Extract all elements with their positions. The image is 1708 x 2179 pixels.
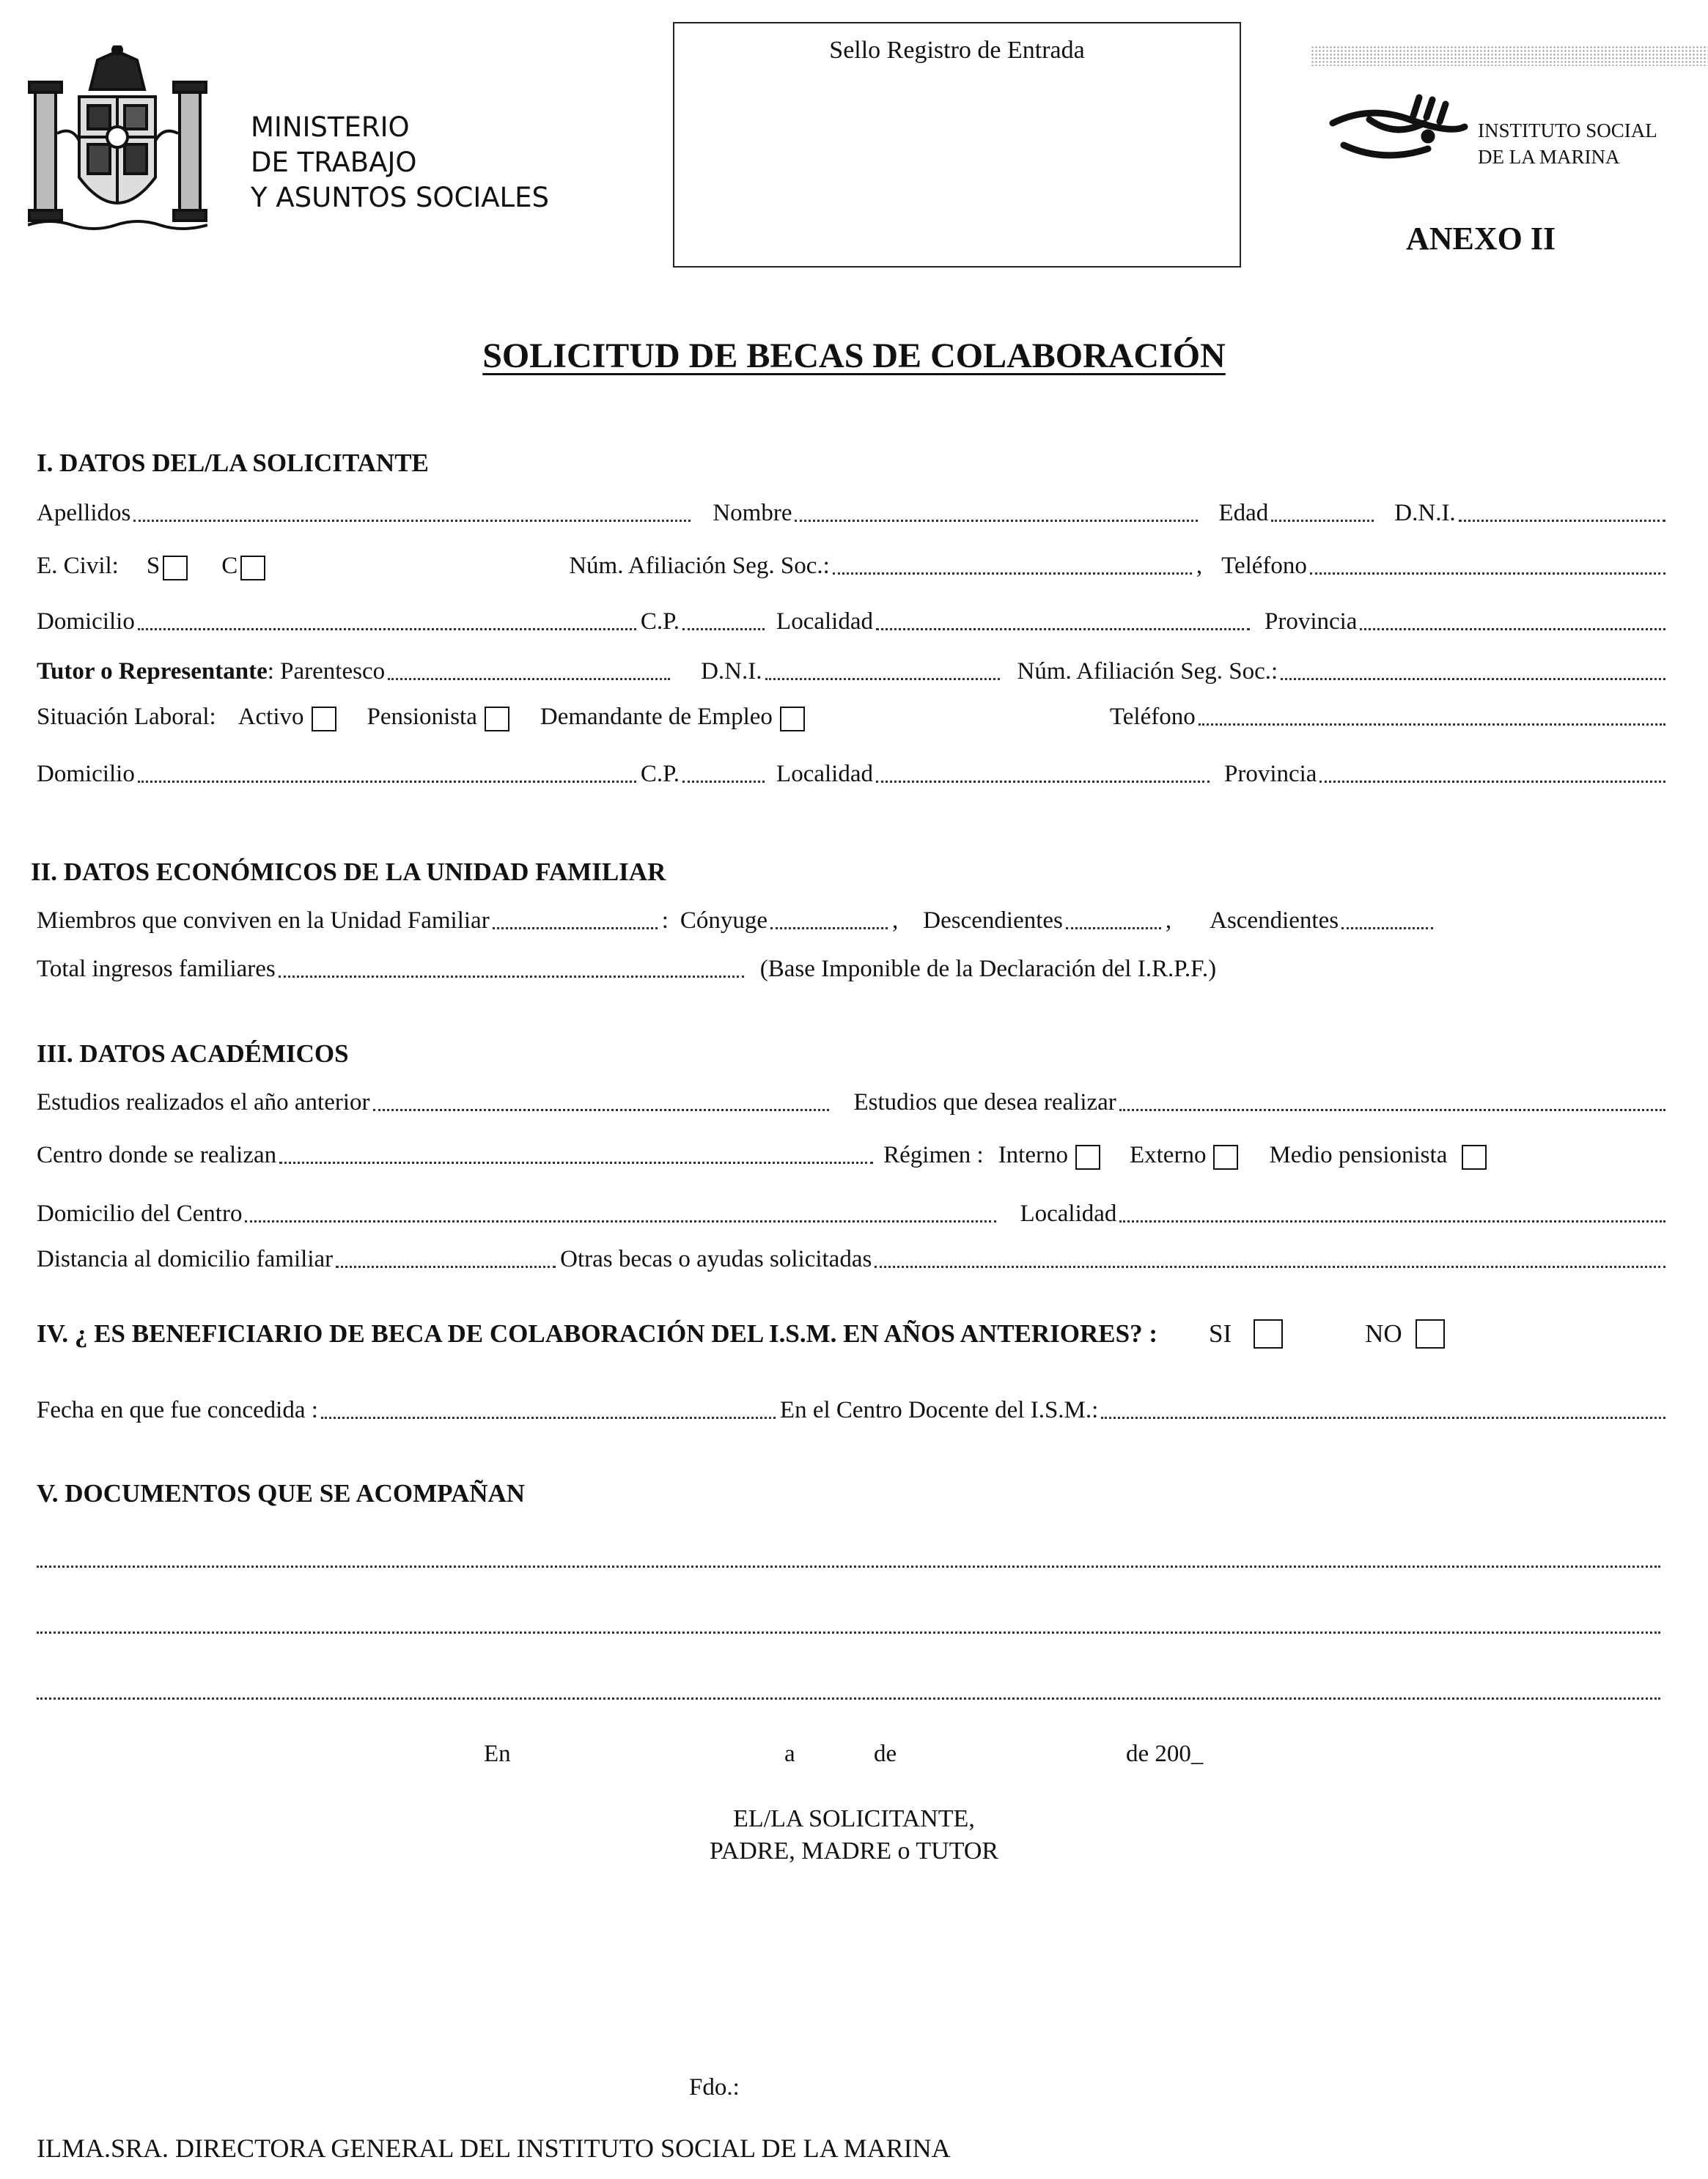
documents-line-2[interactable] (37, 1632, 1660, 1634)
situacion-label: Situación Laboral: (37, 704, 216, 730)
si-checkbox[interactable] (1254, 1319, 1283, 1349)
medio-pensionista-label: Medio pensionista (1269, 1142, 1448, 1168)
descendientes-field[interactable] (1066, 927, 1161, 929)
miembros-label: Miembros que conviven en la Unidad Familiar (37, 907, 490, 934)
employment-row (37, 702, 1670, 731)
granted-date-row (37, 1395, 1670, 1425)
descendientes-comma: , (1165, 907, 1172, 934)
family-income-row (37, 954, 1670, 984)
estudios-anterior-label: Estudios realizados el año anterior (37, 1089, 370, 1116)
ecivil-label: E. Civil: (37, 553, 119, 579)
addressee: ILMA.SRA. DIRECTORA GENERAL DEL INSTITUTO SOCIAL DE LA MARINA (37, 2134, 951, 2163)
tutor-domicilio-field[interactable] (138, 781, 636, 783)
domicilio-field[interactable] (138, 628, 636, 630)
center-address-row (37, 1199, 1670, 1228)
ism-line-1: INSTITUTO SOCIAL (1478, 119, 1657, 141)
tutor-afiliacion-label: Núm. Afiliación Seg. Soc.: (1017, 658, 1278, 685)
registry-stamp-box (673, 22, 1241, 268)
tutor-localidad-field[interactable] (876, 781, 1210, 783)
center-regime-row (37, 1140, 1670, 1170)
domicilio-label: Domicilio (37, 608, 135, 635)
centro-localidad-label: Localidad (1020, 1201, 1117, 1227)
family-members-row (37, 906, 1670, 935)
descendientes-label: Descendientes (923, 907, 1063, 934)
total-ingresos-label: Total ingresos familiares (37, 956, 276, 982)
centro-label: Centro donde se realizan (37, 1142, 277, 1168)
tutor-telefono-field[interactable] (1199, 723, 1665, 726)
dni-field[interactable] (1459, 520, 1665, 522)
tutor-telefono-label: Teléfono (1109, 704, 1196, 730)
interno-label: Interno (998, 1142, 1068, 1168)
afiliacion-field[interactable] (833, 572, 1192, 575)
fecha-field[interactable] (321, 1417, 776, 1419)
otras-becas-label: Otras becas o ayudas solicitadas (560, 1246, 872, 1272)
otras-becas-field[interactable] (875, 1266, 1665, 1268)
parentesco-label: : Parentesco (267, 658, 386, 685)
ecivil-c-checkbox[interactable] (240, 556, 265, 580)
annex-label: ANEXO II (1406, 221, 1556, 257)
documents-line-3[interactable] (37, 1697, 1660, 1700)
total-ingresos-field[interactable] (279, 976, 744, 978)
ecivil-s-checkbox[interactable] (163, 556, 188, 580)
cp-label: C.P. (640, 608, 680, 635)
distancia-label: Distancia al domicilio familiar (37, 1246, 334, 1272)
ministry-line-2: DE TRABAJO (251, 147, 417, 178)
tutor-dni-field[interactable] (765, 678, 1000, 680)
edad-label: Edad (1218, 500, 1269, 526)
medio-pensionista-checkbox[interactable] (1462, 1145, 1487, 1170)
activo-label: Activo (238, 704, 304, 730)
section-2-heading: II. DATOS ECONÓMICOS DE LA UNIDAD FAMILIAR (31, 858, 666, 886)
provincia-field[interactable] (1360, 628, 1665, 630)
ism-line-2: DE LA MARINA (1478, 146, 1620, 168)
dni-label: D.N.I. (1394, 500, 1456, 526)
conyuge-label: Cónyuge (680, 907, 768, 934)
si-label: SI (1209, 1319, 1232, 1348)
ism-logo-icon (1325, 94, 1472, 167)
estudios-desea-label: Estudios que desea realizar (853, 1089, 1116, 1116)
ascendientes-field[interactable] (1341, 927, 1433, 929)
interno-checkbox[interactable] (1075, 1145, 1100, 1170)
apellidos-label: Apellidos (37, 500, 131, 526)
afiliacion-label: Núm. Afiliación Seg. Soc.: (569, 553, 830, 579)
tutor-localidad-label: Localidad (776, 761, 873, 787)
no-label: NO (1365, 1319, 1402, 1348)
telefono-label: Teléfono (1221, 553, 1307, 579)
applicant-name-row (37, 498, 1670, 528)
tutor-provincia-field[interactable] (1319, 781, 1665, 783)
conyuge-comma: , (892, 907, 899, 934)
address-row (37, 607, 1670, 636)
ministry-line-1: MINISTERIO (251, 111, 410, 143)
tutor-cp-label: C.P. (640, 761, 680, 787)
documents-line-1[interactable] (37, 1566, 1660, 1568)
place-en-label: En (484, 1741, 511, 1767)
externo-checkbox[interactable] (1213, 1145, 1238, 1170)
form-title-text: SOLICITUD DE BECAS DE COLABORACIÓN (482, 336, 1226, 375)
demandante-label: Demandante de Empleo (540, 704, 773, 730)
date-de-label-2: de 200_ (1126, 1741, 1204, 1767)
nombre-label: Nombre (713, 500, 792, 526)
padre-madre-tutor-line: PADRE, MADRE o TUTOR (709, 1837, 999, 1865)
ecivil-s-label: S (146, 553, 161, 579)
tutor-address-row (37, 759, 1670, 789)
studies-row (37, 1088, 1670, 1117)
nombre-field[interactable] (795, 520, 1198, 522)
ministry-line-3: Y ASUNTOS SOCIALES (251, 182, 550, 213)
tutor-provincia-label: Provincia (1223, 761, 1317, 787)
distancia-field[interactable] (336, 1266, 556, 1268)
miembros-field[interactable] (493, 927, 658, 929)
ascendientes-label: Ascendientes (1210, 907, 1339, 934)
domicilio-centro-field[interactable] (245, 1220, 996, 1223)
date-a-label: a (784, 1741, 795, 1767)
section-3-heading: III. DATOS ACADÉMICOS (37, 1039, 349, 1068)
demandante-checkbox[interactable] (780, 707, 805, 731)
edad-field[interactable] (1271, 520, 1374, 522)
registry-stamp-label: Sello Registro de Entrada (829, 37, 1085, 64)
centro-docente-field[interactable] (1101, 1417, 1665, 1419)
cp-field[interactable] (682, 628, 765, 630)
fecha-label: Fecha en que fue concedida : (37, 1397, 318, 1423)
date-de-label-1: de (874, 1741, 897, 1767)
section-4-heading-row (37, 1319, 1670, 1349)
localidad-label: Localidad (776, 608, 873, 635)
externo-label: Externo (1129, 1142, 1207, 1168)
ministry-name (251, 110, 549, 215)
applicant-signature-title (0, 1803, 1708, 1868)
section-5-heading: V. DOCUMENTOS QUE SE ACOMPAÑAN (37, 1479, 526, 1508)
tutor-dni-label: D.N.I. (701, 658, 762, 685)
conyuge-field[interactable] (770, 927, 888, 929)
tutor-cp-field[interactable] (682, 781, 765, 783)
estudios-desea-field[interactable] (1119, 1109, 1665, 1111)
pensionista-checkbox[interactable] (485, 707, 509, 731)
apellidos-field[interactable] (133, 520, 691, 522)
civil-status-row (37, 551, 1670, 580)
activo-checkbox[interactable] (312, 707, 336, 731)
centro-field[interactable] (279, 1162, 873, 1164)
base-imponible-note: (Base Imponible de la Declaración del I.R.P.F.) (759, 956, 1217, 982)
miembros-colon: : (661, 907, 669, 934)
coat-of-arms-emblem (28, 45, 207, 232)
centro-localidad-field[interactable] (1119, 1220, 1665, 1223)
localidad-field[interactable] (876, 628, 1250, 630)
ism-name (1478, 117, 1657, 170)
section-1-heading: I. DATOS DEL/LA SOLICITANTE (37, 449, 429, 477)
tutor-label: Tutor o Representante (37, 658, 268, 685)
pensionista-label: Pensionista (367, 704, 477, 730)
parentesco-field[interactable] (388, 678, 670, 680)
domicilio-centro-label: Domicilio del Centro (37, 1201, 243, 1227)
solicitante-line: EL/LA SOLICITANTE, (733, 1805, 975, 1832)
tutor-row (37, 657, 1670, 686)
tutor-afiliacion-field[interactable] (1281, 678, 1665, 680)
telefono-field[interactable] (1310, 572, 1665, 575)
estudios-anterior-field[interactable] (373, 1109, 829, 1111)
ecivil-c-label: C (221, 553, 238, 579)
distance-row (37, 1245, 1670, 1274)
fdo-label: Fdo.: (689, 2074, 740, 2101)
centro-docente-label: En el Centro Docente del I.S.M.: (779, 1397, 1099, 1423)
section-4-heading: IV. ¿ ES BENEFICIARIO DE BECA DE COLABORACIÓN DEL I.S.M. EN AÑOS ANTERIORES? : (37, 1319, 1157, 1348)
no-checkbox[interactable] (1416, 1319, 1445, 1349)
scan-noise-band (1311, 45, 1708, 66)
form-title (0, 336, 1708, 376)
tutor-domicilio-label: Domicilio (37, 761, 135, 787)
afiliacion-comma: , (1196, 553, 1203, 579)
provincia-label: Provincia (1264, 608, 1358, 635)
regimen-label: Régimen : (883, 1142, 984, 1168)
